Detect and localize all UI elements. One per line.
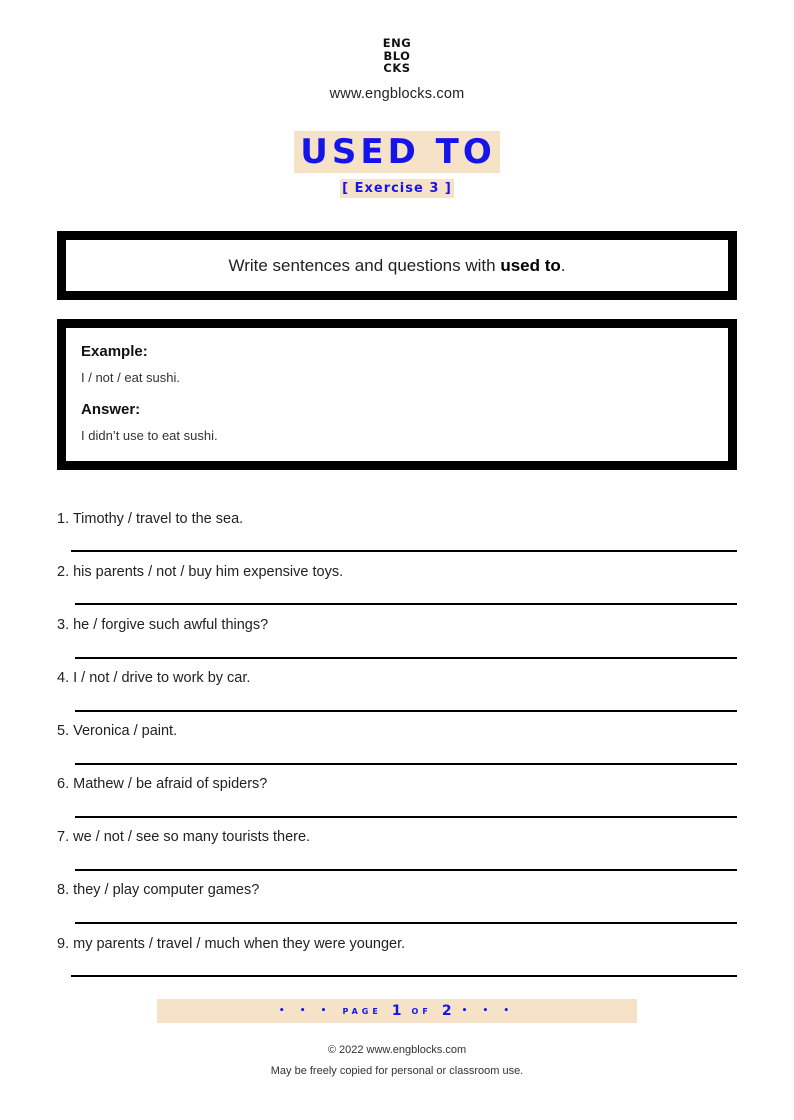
of-word: OF	[411, 1006, 432, 1016]
question: 9. my parents / travel / much when they were younger.	[57, 936, 406, 952]
dots-right: • • •	[461, 1006, 516, 1016]
answer-line[interactable]	[71, 550, 737, 552]
exercise-label: [ Exercise 3 ]	[342, 181, 452, 196]
question: 2. his parents / not / buy him expensive toys.	[57, 564, 344, 580]
answer-label: Answer:	[81, 401, 141, 418]
answer-line[interactable]	[75, 710, 737, 712]
example-label: Example:	[81, 343, 148, 360]
page-indicator	[157, 999, 637, 1023]
logo-line: ENG	[382, 36, 412, 50]
answer-line[interactable]	[71, 975, 737, 977]
answer-line[interactable]	[75, 922, 737, 924]
answer-line[interactable]	[75, 869, 737, 871]
question: 6. Mathew / be afraid of spiders?	[57, 776, 268, 792]
question: 4. I / not / drive to work by car.	[57, 670, 251, 686]
question: 3. he / forgive such awful things?	[57, 617, 269, 633]
instruction-box	[57, 231, 737, 300]
engblocks-logo	[383, 37, 411, 75]
site-url: www.engblocks.com	[329, 86, 465, 102]
answer-line[interactable]	[75, 657, 737, 659]
worksheet-title: USED TO	[294, 131, 499, 173]
instruction-text: Write sentences and questions with used to.	[228, 255, 566, 275]
example-box	[57, 319, 737, 470]
question: 1. Timothy / travel to the sea.	[57, 511, 244, 527]
question: 5. Veronica / paint.	[57, 723, 178, 739]
logo-line: BLO	[383, 48, 411, 63]
page-number: 1	[391, 1003, 402, 1019]
answer-line[interactable]	[75, 603, 737, 605]
copyright: © 2022 www.engblocks.com	[327, 1044, 467, 1056]
example-text: I / not / eat sushi.	[81, 370, 180, 385]
question: 8. they / play computer games?	[57, 882, 260, 898]
answer-line[interactable]	[75, 763, 737, 765]
logo-line: CKS	[383, 61, 411, 75]
logo	[0, 37, 794, 77]
license-note: May be freely copied for personal or classroom use.	[270, 1065, 524, 1077]
answer-text: I didn’t use to eat sushi.	[81, 428, 218, 443]
question: 7. we / not / see so many tourists there.	[57, 829, 311, 845]
page-word: PAGE	[342, 1006, 382, 1016]
dots-left: • • •	[278, 1006, 333, 1016]
answer-line[interactable]	[75, 816, 737, 818]
page-total: 2	[441, 1003, 452, 1019]
